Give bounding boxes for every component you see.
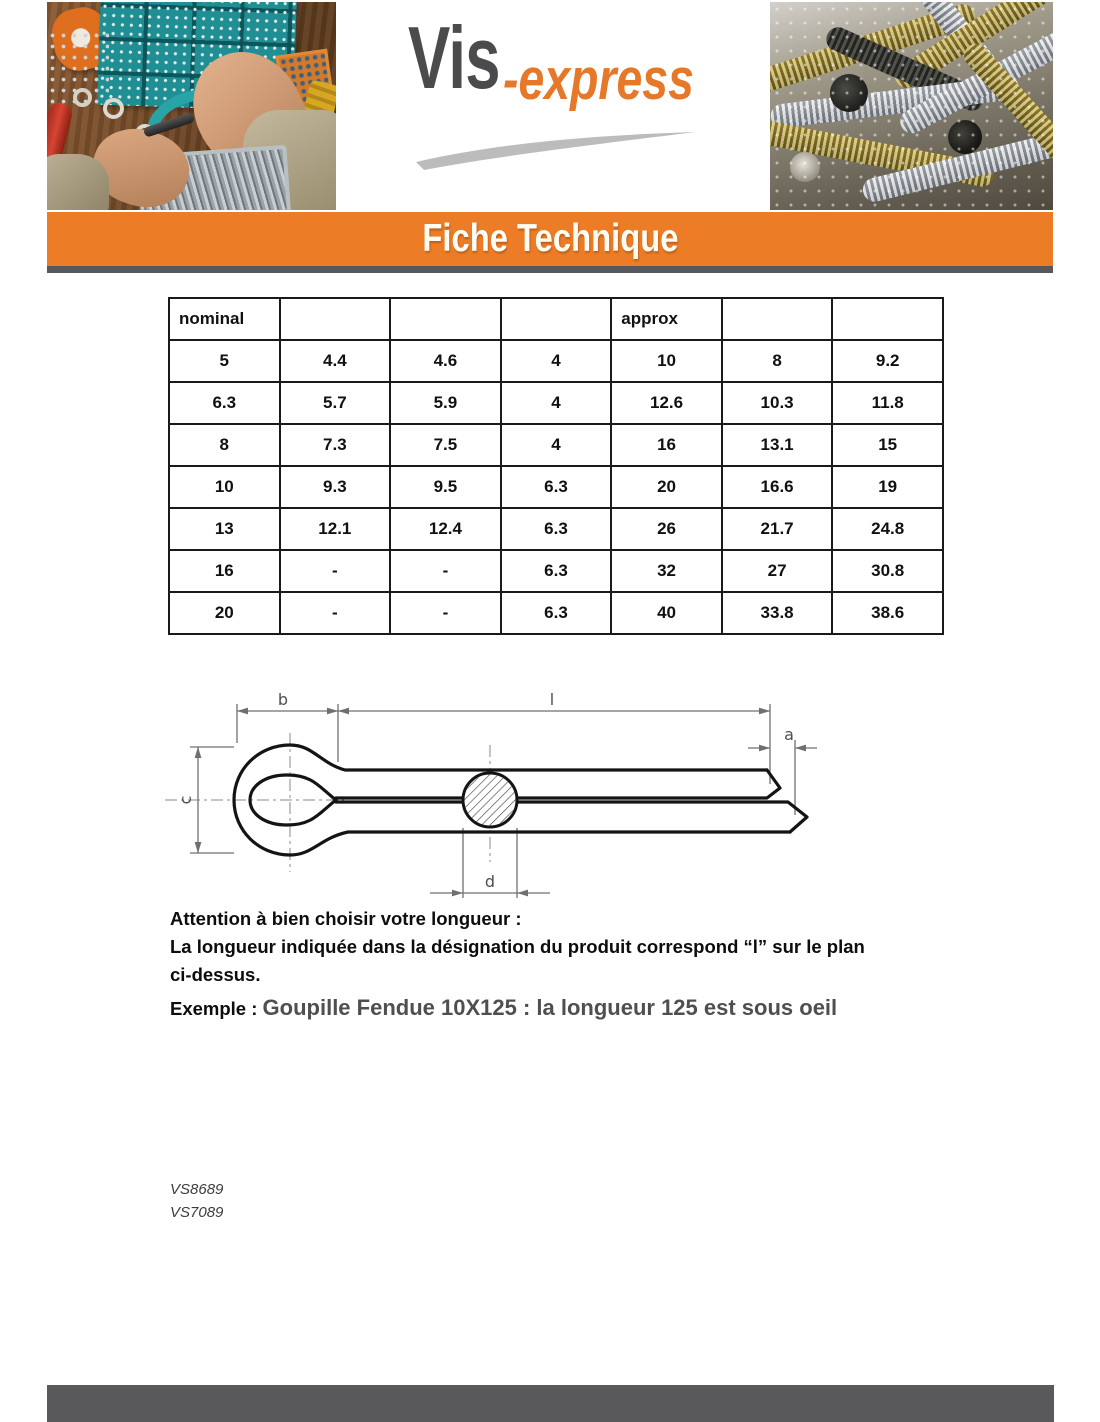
- table-cell: 24.8: [832, 508, 943, 550]
- column-header-empty: [390, 298, 501, 340]
- notes: [170, 905, 960, 1025]
- table-cell: 9.3: [280, 466, 391, 508]
- table-cell: 6.3: [169, 382, 280, 424]
- column-header-nominal: nominal: [169, 298, 280, 340]
- table-cell: 7.3: [280, 424, 391, 466]
- banner: [47, 212, 1053, 266]
- table-cell: 9.2: [832, 340, 943, 382]
- dim-label-a: a: [784, 725, 794, 744]
- table-cell: 6.3: [501, 550, 612, 592]
- logo-express-text: -express: [503, 47, 694, 112]
- table-cell: 15: [832, 424, 943, 466]
- table-cell: 4: [501, 424, 612, 466]
- note-line-1: Attention à bien choisir votre longueur :: [170, 908, 522, 929]
- example-text: Goupille Fendue 10X125 : la longueur 125 est sous oeil: [262, 995, 838, 1020]
- table-row: [169, 550, 943, 592]
- logo: [336, 2, 770, 210]
- banner-shadow-bar: [47, 266, 1053, 273]
- table-row: [169, 466, 943, 508]
- table-cell: 10.3: [722, 382, 833, 424]
- table-cell: 27: [722, 550, 833, 592]
- dim-label-d: d: [484, 872, 496, 891]
- product-ref: VS8689: [170, 1181, 224, 1198]
- table-row: [169, 382, 943, 424]
- table-cell: 12.4: [390, 508, 501, 550]
- table-row: [169, 508, 943, 550]
- table-cell: 20: [169, 592, 280, 634]
- table-row: [169, 340, 943, 382]
- product-references: [170, 1178, 223, 1224]
- column-header-empty: [722, 298, 833, 340]
- table-cell: 11.8: [832, 382, 943, 424]
- table-cell: 12.6: [611, 382, 722, 424]
- table-cell: 4: [501, 340, 612, 382]
- example-label: Exemple :: [170, 998, 263, 1019]
- table-cell: 6.3: [501, 592, 612, 634]
- screws-photo: [770, 2, 1053, 210]
- note-example: [170, 992, 960, 1025]
- table-cell: 7.5: [390, 424, 501, 466]
- logo-vis-text: Vis: [408, 8, 500, 107]
- table-cell: 10: [169, 466, 280, 508]
- table-cell: -: [280, 550, 391, 592]
- table-cell: -: [390, 550, 501, 592]
- table-cell: 32: [611, 550, 722, 592]
- table-cell: 38.6: [832, 592, 943, 634]
- table-cell: 5: [169, 340, 280, 382]
- dim-label-b: b: [277, 690, 289, 709]
- table-cell: 16: [169, 550, 280, 592]
- table-cell: 26: [611, 508, 722, 550]
- table-row: [169, 592, 943, 634]
- logo-swoosh-icon: [412, 130, 702, 172]
- table-cell: 16.6: [722, 466, 833, 508]
- product-ref: VS7089: [170, 1204, 224, 1221]
- table-cell: 40: [611, 592, 722, 634]
- table-cell: 20: [611, 466, 722, 508]
- column-header-approx: approx: [611, 298, 722, 340]
- workbench-photo: [47, 2, 336, 210]
- washer: [73, 88, 92, 107]
- note-line-3: ci-dessus.: [170, 964, 261, 985]
- table-header-row: [169, 298, 943, 340]
- table-cell: 5.9: [390, 382, 501, 424]
- table-cell: 13.1: [722, 424, 833, 466]
- dim-label-c: c: [176, 795, 195, 805]
- table-cell: 6.3: [501, 508, 612, 550]
- table-cell: 4.6: [390, 340, 501, 382]
- cross-section-circle: [463, 773, 517, 827]
- dim-label-l: l: [549, 690, 555, 709]
- table-cell: 30.8: [832, 550, 943, 592]
- column-header-empty: [280, 298, 391, 340]
- table-cell: -: [280, 592, 391, 634]
- table-cell: 10: [611, 340, 722, 382]
- table-cell: 21.7: [722, 508, 833, 550]
- table-cell: 13: [169, 508, 280, 550]
- table-cell: 5.7: [280, 382, 391, 424]
- table-cell: -: [390, 592, 501, 634]
- table-cell: 9.5: [390, 466, 501, 508]
- left-sleeve: [47, 154, 109, 210]
- note-line-2: La longueur indiquée dans la désignation du produit correspond “l” sur le plan: [170, 936, 865, 957]
- column-header-empty: [501, 298, 612, 340]
- table-cell: 8: [722, 340, 833, 382]
- table-cell: 4.4: [280, 340, 391, 382]
- table-cell: 19: [832, 466, 943, 508]
- footer-bar: [47, 1385, 1054, 1422]
- banner-title: Fiche Technique: [421, 217, 679, 260]
- table-cell: 6.3: [501, 466, 612, 508]
- table-cell: 4: [501, 382, 612, 424]
- table-cell: 16: [611, 424, 722, 466]
- table-cell: 33.8: [722, 592, 833, 634]
- cotter-pin-drawing: [160, 688, 840, 903]
- washer: [103, 98, 124, 119]
- table-body: [169, 340, 943, 634]
- dimensions-table: [168, 297, 944, 635]
- speckle-overlay: [770, 2, 1053, 210]
- table-row: [169, 424, 943, 466]
- table-cell: 12.1: [280, 508, 391, 550]
- table-cell: 8: [169, 424, 280, 466]
- column-header-empty: [832, 298, 943, 340]
